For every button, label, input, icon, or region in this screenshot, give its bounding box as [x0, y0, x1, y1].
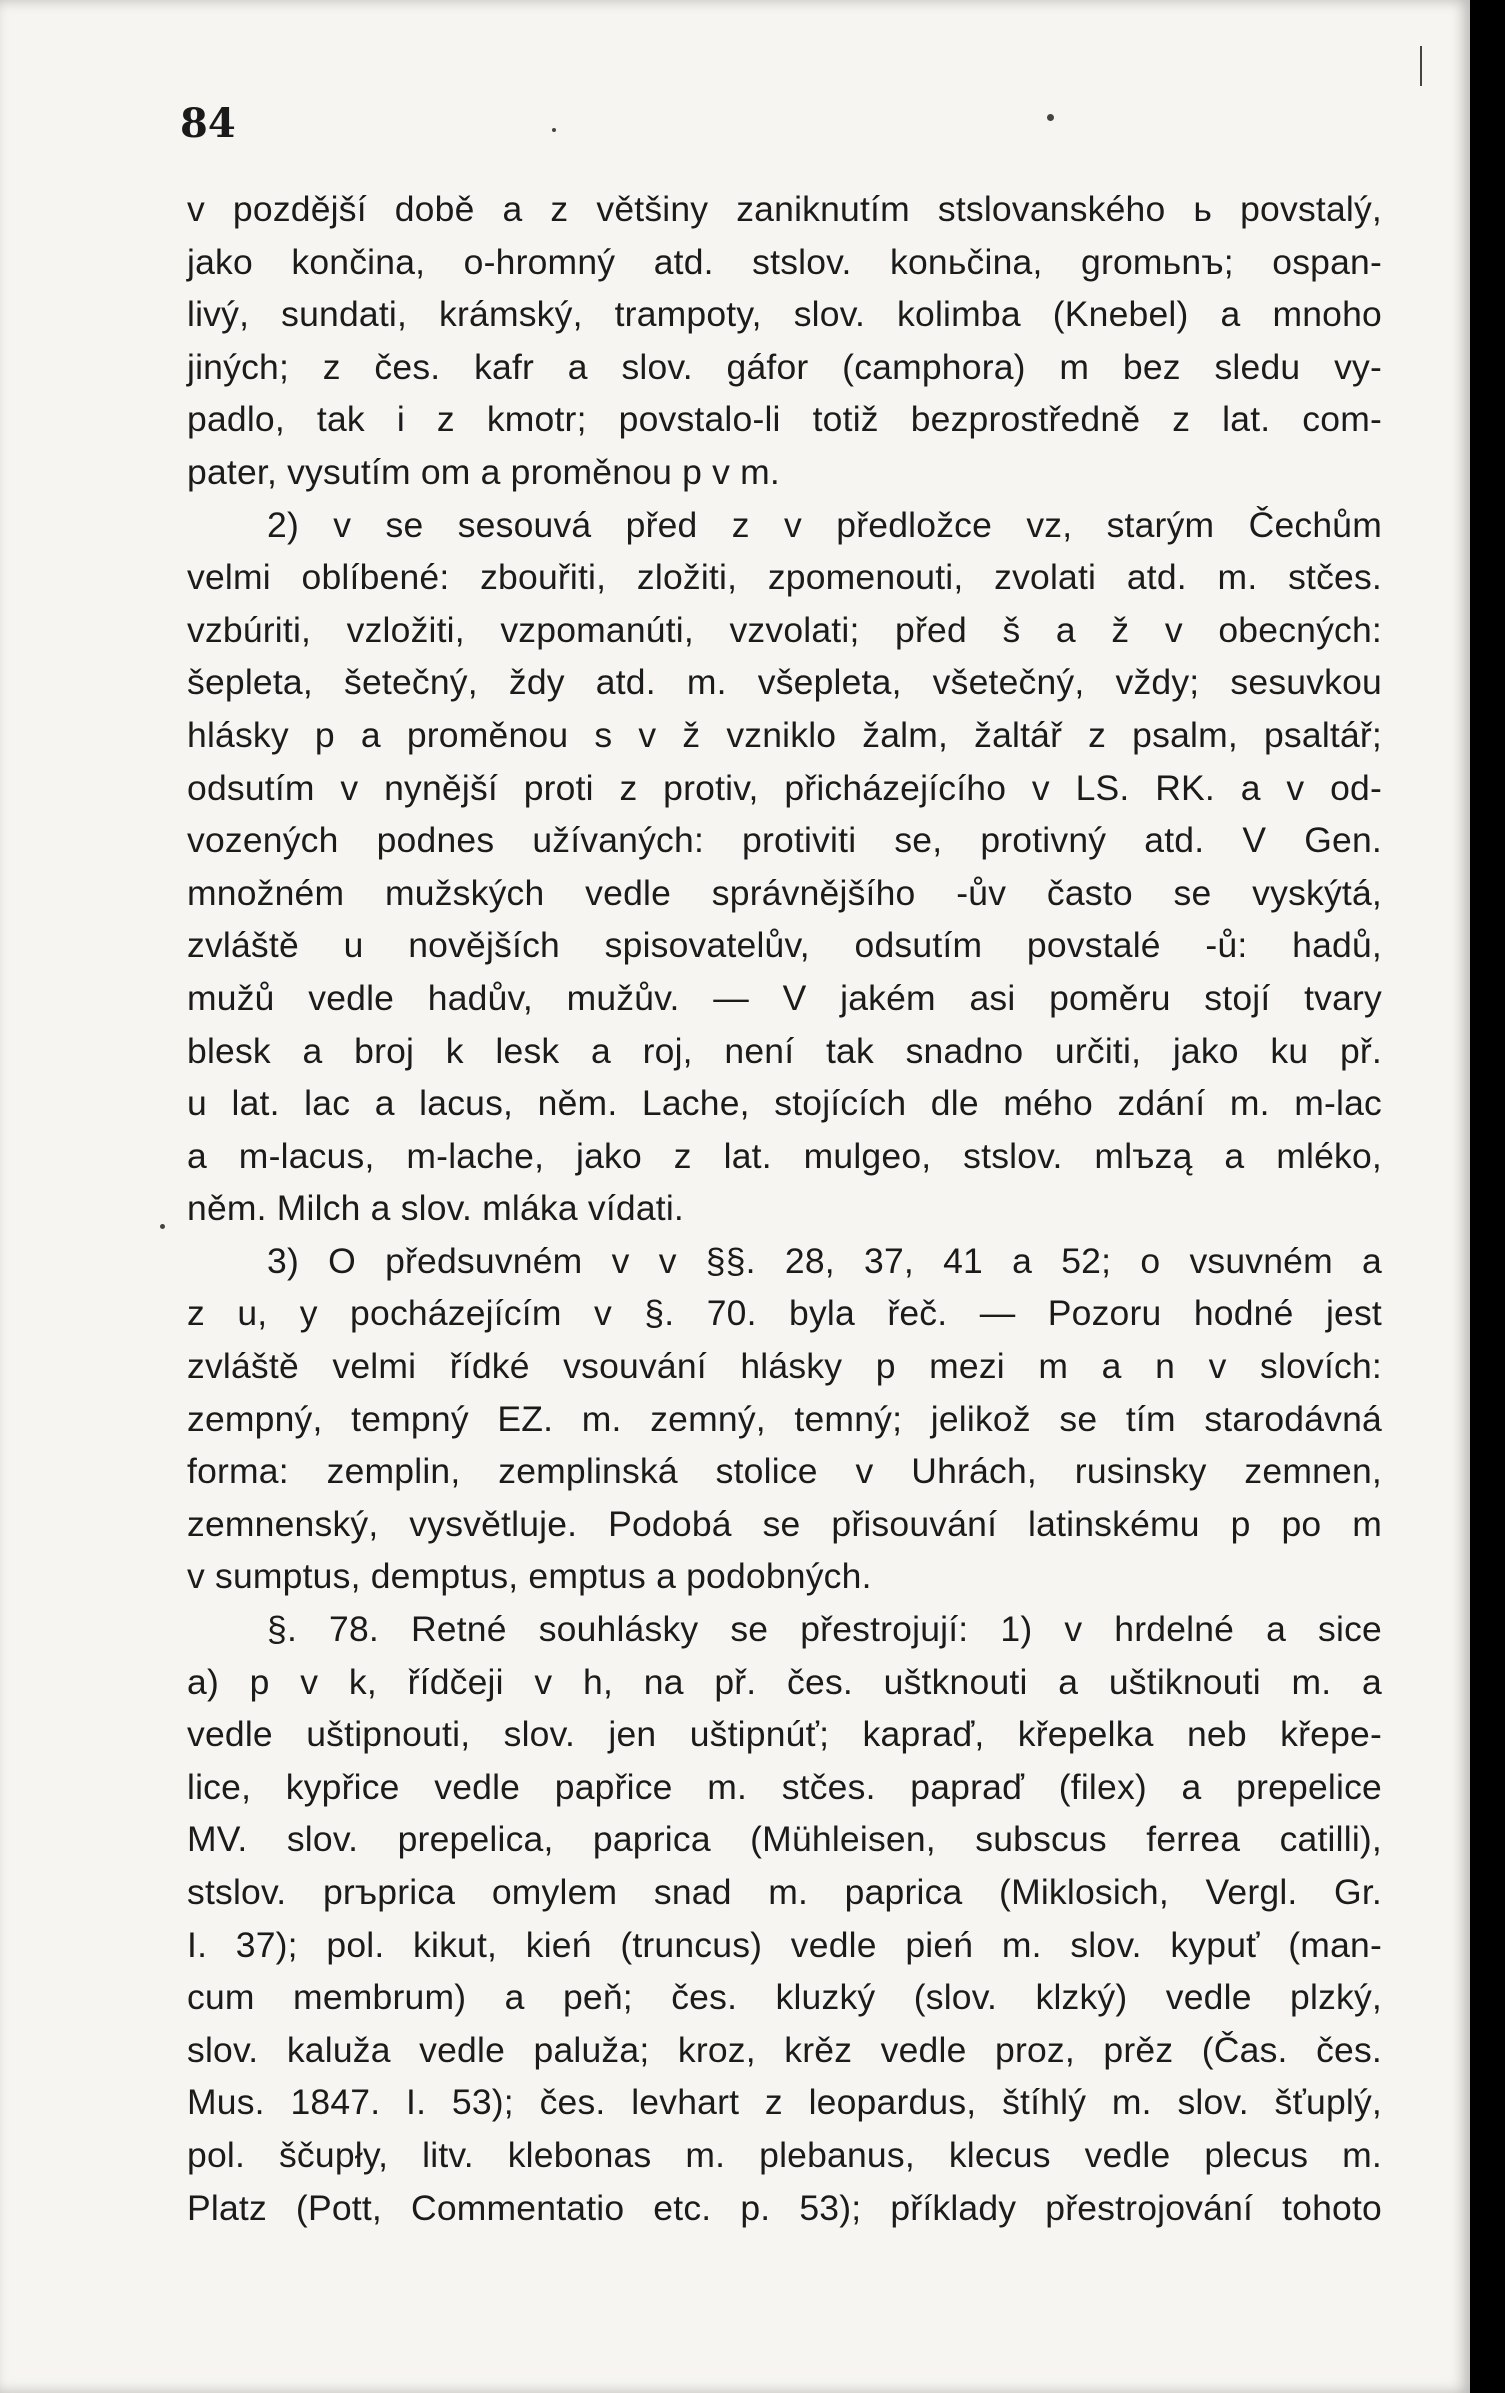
text-line: MV. slov. prepelica, paprica (Mühleisen, subscus ferrea catilli), — [187, 1819, 1382, 1860]
speck-mark — [552, 128, 556, 132]
text-line: I. 37); pol. kikut, kień (truncus) vedle pień m. slov. kypuť (man- — [187, 1924, 1382, 1965]
text-line: blesk a broj k lesk a roj, není tak snadno určiti, jako ku př. — [187, 1030, 1382, 1071]
text-line: Platz (Pott, Commentatio etc. p. 53); příklady přestrojování tohoto — [187, 2187, 1382, 2228]
text-line: cum membrum) a peň; čes. kluzký (slov. klzký) vedle plzký, — [187, 1977, 1382, 2018]
paragraph-start-line: 2) v se sesouvá před z v předložce vz, starým Čechům — [267, 504, 1382, 545]
text-line: zvláště velmi řídké vsouvání hlásky p mezi m a n v slovích: — [187, 1346, 1382, 1387]
text-line: šepleta, šetečný, ždy atd. m. všepleta, všetečný, vždy; sesuvkou — [187, 662, 1382, 703]
text-line: velmi oblíbené: zbouřiti, zložiti, zpomenouti, zvolati atd. m. stčes. — [187, 557, 1382, 598]
text-line: livý, sundati, krámský, trampoty, slov. kolimba (Knebel) a mnoho — [187, 294, 1382, 335]
text-line: v pozdější době a z většiny zaniknutím stslovanského ь povstalý, — [187, 189, 1382, 229]
page-body-text — [187, 183, 1382, 2234]
text-line: a) p v k, řídčeji v h, na př. čes. uštknouti a uštiknouti m. a — [187, 1661, 1382, 1702]
speck-mark — [1047, 114, 1054, 121]
text-line: vozených podnes užívaných: protiviti se, protivný atd. V Gen. — [187, 820, 1382, 861]
section-heading-line: §. 78. Retné souhlásky se přestrojují: 1) v hrdelné a sice — [267, 1609, 1382, 1650]
text-line: hlásky p a proměnou s v ž vzniklo žalm, žaltář z psalm, psaltář; — [187, 714, 1382, 755]
text-line: pater, vysutím om a proměnou p v m. — [187, 451, 780, 492]
text-line: vzbúriti, vzložiti, vzpomanúti, vzvolati; před š a ž v obecných: — [187, 609, 1382, 650]
text-line: množném mužských vedle správnějšího -ův často se vyskýtá, — [187, 872, 1382, 913]
speck-mark — [160, 1224, 165, 1229]
speck-mark — [1420, 46, 1422, 86]
text-line: mužů vedle hadův, mužův. — V jakém asi poměru stojí tvary — [187, 977, 1382, 1018]
text-line: zempný, tempný EZ. m. zemný, temný; jelikož se tím starodávná — [187, 1398, 1382, 1439]
text-line: v sumptus, demptus, emptus a podobných. — [187, 1556, 872, 1597]
text-line: jako končina, o-hromný atd. stslov. konьčina, gromьnъ; ospan- — [187, 241, 1382, 282]
text-line: odsutím v nynější proti z protiv, přicházejícího v LS. RK. a v od- — [187, 767, 1382, 808]
text-line: padlo, tak i z kmotr; povstalo-li totiž bezprostředně z lat. com- — [187, 399, 1382, 440]
text-line: jiných; z čes. kafr a slov. gáfor (camphora) m bez sledu vy- — [187, 346, 1382, 387]
text-line: zemnenský, vysvětluje. Podobá se přisouvání latinskému p po m — [187, 1503, 1382, 1544]
text-line: vedle uštipnouti, slov. jen uštipnúť; kapraď, křepelka neb křepe- — [187, 1714, 1382, 1755]
page-number: 84 — [180, 100, 236, 147]
text-line: lice, kypřice vedle papřice m. stčes. papraď (filex) a prepelice — [187, 1766, 1382, 1807]
text-line: pol. ščupły, litv. klebonas m. plebanus, klecus vedle plecus m. — [187, 2134, 1382, 2175]
text-line: a m-lacus, m-lache, jako z lat. mulgeo, stslov. mlъzą a mléko, — [187, 1135, 1382, 1176]
paragraph-start-line: 3) O předsuvném v v §§. 28, 37, 41 a 52; o vsuvném a — [267, 1240, 1382, 1281]
text-line: slov. kaluža vedle paluža; kroz, krěz vedle proz, prěz (Čas. čes. — [187, 2029, 1382, 2070]
text-line: zvláště u novějších spisovatelův, odsutím povstalé -ů: hadů, — [187, 925, 1382, 966]
text-line: forma: zemplin, zemplinská stolice v Uhrách, rusinsky zemnen, — [187, 1451, 1382, 1492]
text-line: u lat. lac a lacus, něm. Lache, stojících dle mého zdání m. m-lac — [187, 1083, 1382, 1124]
text-line: stslov. prъprica omylem snad m. paprica (Miklosich, Vergl. Gr. — [187, 1872, 1382, 1912]
text-line: něm. Milch a slov. mláka vídati. — [187, 1188, 684, 1229]
text-line: z u, y pocházejícím v §. 70. byla řeč. — Pozoru hodné jest — [187, 1293, 1382, 1334]
text-line: Mus. 1847. I. 53); čes. levhart z leopardus, štíhlý m. slov. šťuplý, — [187, 2082, 1382, 2123]
